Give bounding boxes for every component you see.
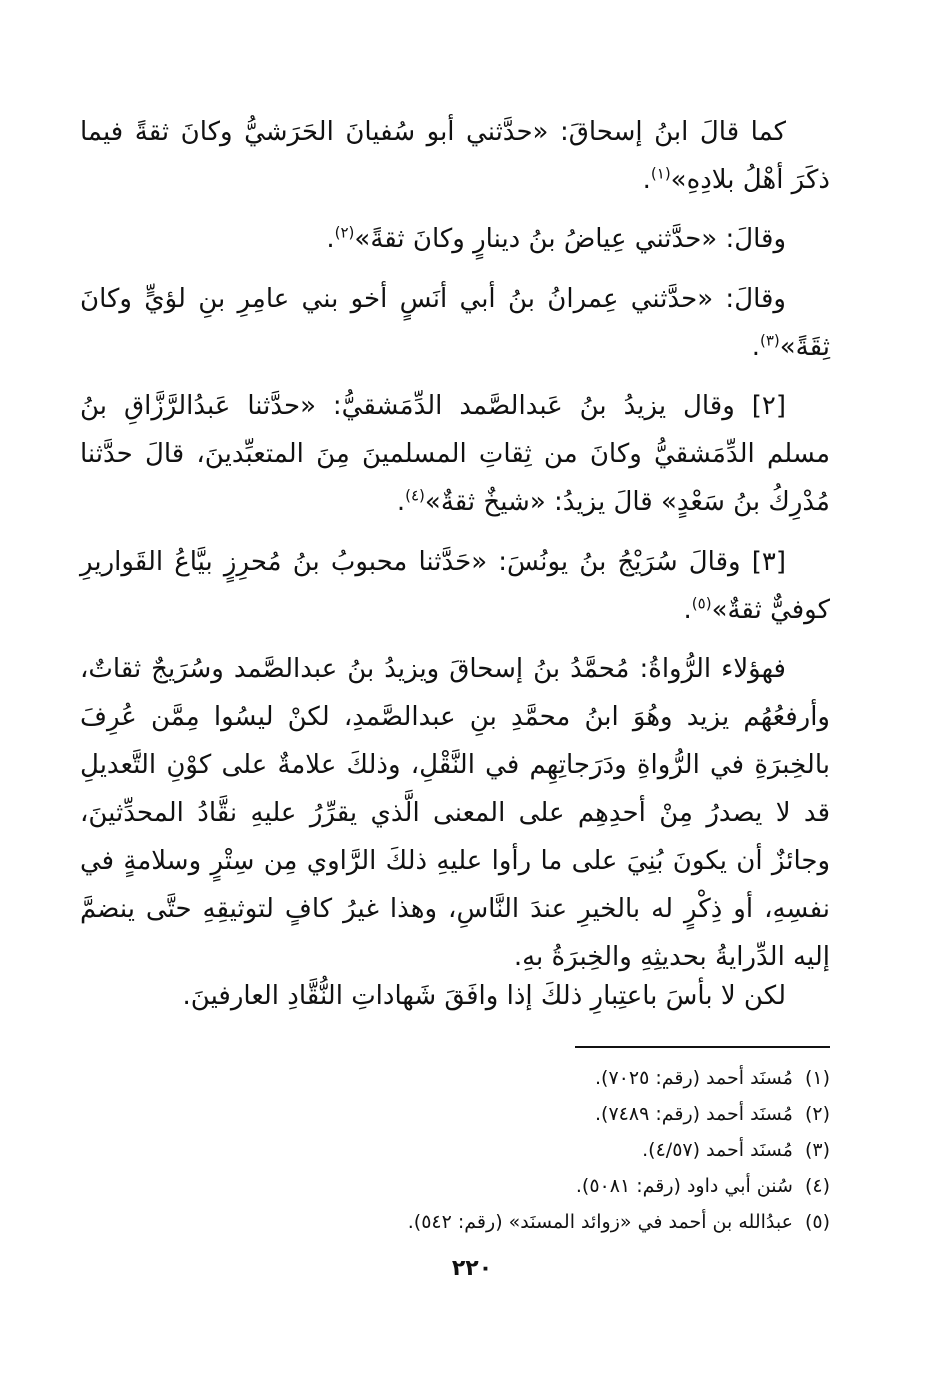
paragraph-group-3 — [80, 275, 830, 371]
footnote-text: مُسنَد أحمد (رقم: ٧٤٨٩). — [595, 1103, 793, 1125]
footnote-number: (٥) — [804, 1211, 830, 1233]
paragraph-6 — [80, 645, 830, 981]
paragraph-3-tail: . — [751, 332, 760, 362]
footnote-ref-5: (٥) — [691, 594, 712, 613]
footnote-text: سُنن أبي داود (رقم: ٥٠٨١). — [575, 1175, 793, 1197]
page-number: ٢٢٠ — [451, 1256, 493, 1281]
paragraph-2-text: وقالَ: «حدَّثني عِياضُ بنُ دينارٍ وكانَ ثقةً» — [354, 224, 786, 254]
paragraph-5-text: [٣] وقالَ سُرَيْجُ بنُ يونُسَ: «حَدَّثنا محبوبُ بنُ مُحرِزٍ بيَّاعُ القَواريرِ كوفيٌّ ثقةٌ» — [80, 547, 830, 625]
footnote-text: عبدُالله بن أحمد في «زوائد المسنَد» (رقم: ٥٤٢). — [407, 1211, 793, 1233]
paragraph-4-tail: . — [396, 487, 406, 517]
paragraph-7 — [80, 972, 830, 1020]
paragraph-1-tail: . — [642, 165, 651, 195]
paragraph-3 — [80, 275, 830, 371]
paragraph-group-4 — [80, 382, 830, 526]
paragraph-group-5 — [80, 538, 830, 634]
paragraph-group-1 — [80, 108, 830, 204]
paragraph-1-text: كما قالَ ابنُ إسحاقَ: «حدَّثني أبو سُفيانَ الحَرَشيُّ وكانَ ثقةً فيما ذكَرَ أهْلُ بلادِهِ» — [80, 117, 830, 195]
footnotes-list — [80, 1060, 830, 1240]
footnote-number: (٣) — [804, 1139, 830, 1161]
paragraph-group-7 — [80, 972, 830, 1020]
footnote-item — [80, 1168, 830, 1204]
footnote-ref-3: (٣) — [759, 331, 780, 350]
paragraph-4 — [80, 382, 830, 526]
paragraph-2-tail: . — [326, 224, 335, 254]
footnote-item — [80, 1096, 830, 1132]
footnote-number: (١) — [804, 1067, 830, 1089]
footnote-item — [80, 1204, 830, 1240]
footnote-item — [80, 1060, 830, 1096]
footnote-number: (٢) — [804, 1103, 830, 1125]
paragraph-5-tail: . — [683, 595, 692, 625]
paragraph-group-6 — [80, 645, 830, 981]
paragraph-1 — [80, 108, 830, 204]
paragraph-group-2 — [80, 215, 830, 263]
paragraph-2 — [80, 215, 830, 263]
paragraph-6-text: فهؤلاء الرُّواةُ: مُحمَّدُ بنُ إسحاقَ ويزيدُ بنُ عبدالصَّمد وسُرَيجٌ ثقاتٌ، وأرفعُهُم يزيد وهُوَ ابنُ محمَّدِ بنِ عبدالصَّمدِ، لكنْ ليسُوا مِمَّن عُرِفَ بالخِبرَةِ في الرُّواةِ ودَرَجاتِهِم في النَّقْلِ، وذلكَ علامةٌ على كوْنِ التَّعديلِ قد لا يصدرُ مِنْ أحدِهِم على المعنى الَّذي يقرِّرُ عليهِ نقَّادُ المحدِّثينَ، وجائزٌ أن يكونَ بُنِيَ على ما رأوا عليهِ ذلكَ الرَّاوي مِن سِتْرٍ وسلامةٍ في نفسِهِ، أو ذِكْرٍ له بالخيرِ عندَ النَّاسِ، وهذا غيرُ كافٍ لتوثيقِهِ حتَّى ينضمَّ إليه الدِّرايةُ بحديثِهِ والخِبرَةُ بهِ. — [80, 654, 830, 972]
footnote-number: (٤) — [804, 1175, 830, 1197]
paragraph-5 — [80, 538, 830, 634]
footnote-text: مُسنَد أحمد (رقم: ٧٠٢٥). — [595, 1067, 793, 1089]
footnote-separator — [575, 1046, 830, 1048]
footnote-ref-4: (٤) — [405, 486, 425, 505]
footnote-ref-1: (١) — [650, 164, 671, 183]
footnote-text: مُسنَد أحمد (٤/٥٧). — [642, 1139, 793, 1161]
footnote-item — [80, 1132, 830, 1168]
footnote-ref-2: (٢) — [334, 223, 355, 242]
paragraph-3-text: وقالَ: «حدَّثني عِمرانُ بنُ أبي أنَسٍ أخو بني عامِرِ بنِ لؤيٍّ وكانَ ثِقَةً» — [80, 284, 830, 362]
paragraph-7-text: لكن لا بأسَ باعتِبارِ ذلكَ إذا وافَقَ شَهاداتِ النُّقَّادِ العارفينَ. — [182, 981, 786, 1011]
paragraph-4-text: [٢] وقال يزيدُ بنُ عَبدالصَّمد الدِّمَشقيُّ: «حدَّثنا عَبدُالرَّزَّاقِ بنُ مسلم الدِّمَشقيُّ وكانَ من ثِقاتِ المسلمينَ مِنَ المتعبِّدينَ، قالَ حدَّثنا مُدْرِكُ بنُ سَعْدٍ» قالَ يزيدُ: «شيخٌ ثقةٌ» — [80, 391, 830, 517]
